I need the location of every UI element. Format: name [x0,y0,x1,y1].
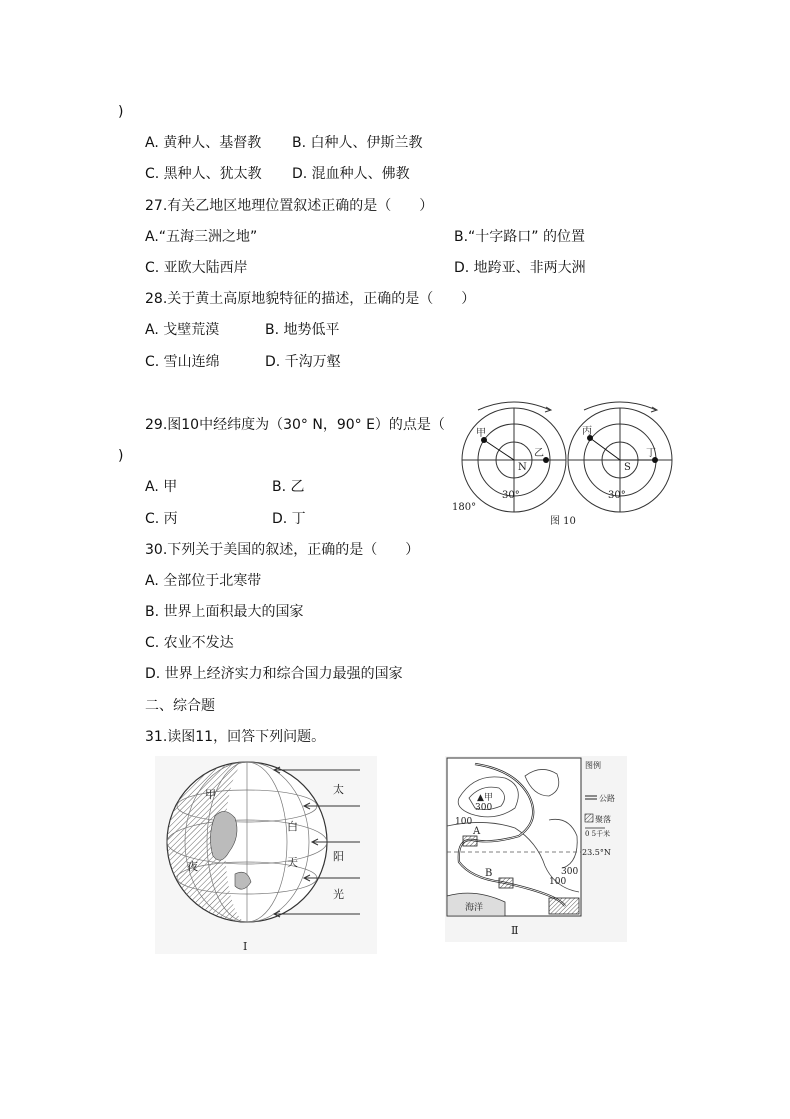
question-27: 27.有关乙地区地理位置叙述正确的是（ ） [145,198,434,214]
pole-n-label: N [518,462,527,473]
figure-11-i-caption: Ⅰ [243,940,248,953]
sun-char-1: 太 [333,783,344,796]
q30-option-d: D. 世界上经济实力和综合国力最强的国家 [145,666,403,682]
figure-11-globe [155,756,377,954]
q29-option-d: D. 丁 [272,511,306,527]
label-a: A [473,826,481,837]
legend-village: 聚落 [595,815,611,824]
q30-option-c: C. 农业不发达 [145,635,234,651]
option-b: B. 白种人、伊斯兰教 [292,135,423,151]
q29-option-b: B. 乙 [272,479,305,495]
q29-continuation-paren: ) [118,448,124,464]
label-100-right: 100 [549,877,567,887]
label-tian: 天 [287,856,298,869]
q27-option-d: D. 地跨亚、非两大洲 [454,260,586,276]
label-b: B [485,868,493,879]
legend-road: 公路 [599,794,615,803]
q29-option-a: A. 甲 [145,479,178,495]
q29-option-c: C. 丙 [145,511,178,527]
figure-10 [452,398,678,528]
label-bai: 白 [287,820,298,833]
question-30: 30.下列关于美国的叙述，正确的是（ ） [145,542,420,558]
legend-title: 图例 [585,761,601,770]
q30-option-b: B. 世界上面积最大的国家 [145,604,304,620]
label-100-left: 100 [455,817,473,827]
q28-option-d: D. 千沟万壑 [265,354,341,370]
option-d: D. 混血种人、佛教 [292,166,410,182]
figure-11-ii-caption: Ⅱ [511,924,519,937]
village-a [463,836,477,846]
option-a: A. 黄种人、基督教 [145,135,262,151]
lon-180-label: 180° [452,502,477,513]
q28-option-b: B. 地势低平 [265,322,340,338]
lat-label-left: 30° [502,490,520,501]
label-lat: 23.5°N [582,848,611,857]
q27-option-a: A.“五海三洲之地” [145,229,258,245]
q30-option-a: A. 全部位于北寒带 [145,573,262,589]
option-c: C. 黑种人、犹太教 [145,166,262,182]
legend-scale: 0 5千米 [585,830,611,838]
sun-char-3: 光 [333,888,344,901]
q28-option-a: A. 戈壁荒漠 [145,322,220,338]
question-31: 31.读图11，回答下列问题。 [145,729,326,745]
section-title-2: 二、综合题 [145,698,215,714]
q27-option-b: B.“十字路口” 的位置 [454,229,586,245]
q28-option-c: C. 雪山连绵 [145,354,220,370]
question-29: 29.图10中经纬度为（30° N，90° E）的点是（ [145,417,445,433]
label-jia-globe: 甲 [205,788,216,801]
label-ding: 丁 [646,448,656,459]
label-jia-map: ▲甲 [477,793,493,803]
lat-label-right: 30° [608,490,626,501]
pole-s-label: S [624,462,631,473]
figure-10-caption: 图 10 [550,516,576,527]
q27-option-c: C. 亚欧大陆西岸 [145,260,248,276]
label-ye: 夜 [187,860,198,873]
label-jia: 甲 [476,428,486,439]
label-yi: 乙 [534,448,544,459]
question-28: 28.关于黄土高原地貌特征的描述，正确的是（ ） [145,291,476,307]
label-bing: 丙 [582,426,592,437]
label-300-top: 300 [475,803,493,813]
sun-char-2: 阳 [333,850,344,863]
continuation-paren: ) [118,104,124,120]
figure-11-map [445,756,627,942]
label-300-right: 300 [561,867,579,877]
village-b [499,878,513,888]
label-sea: 海洋 [465,903,484,913]
